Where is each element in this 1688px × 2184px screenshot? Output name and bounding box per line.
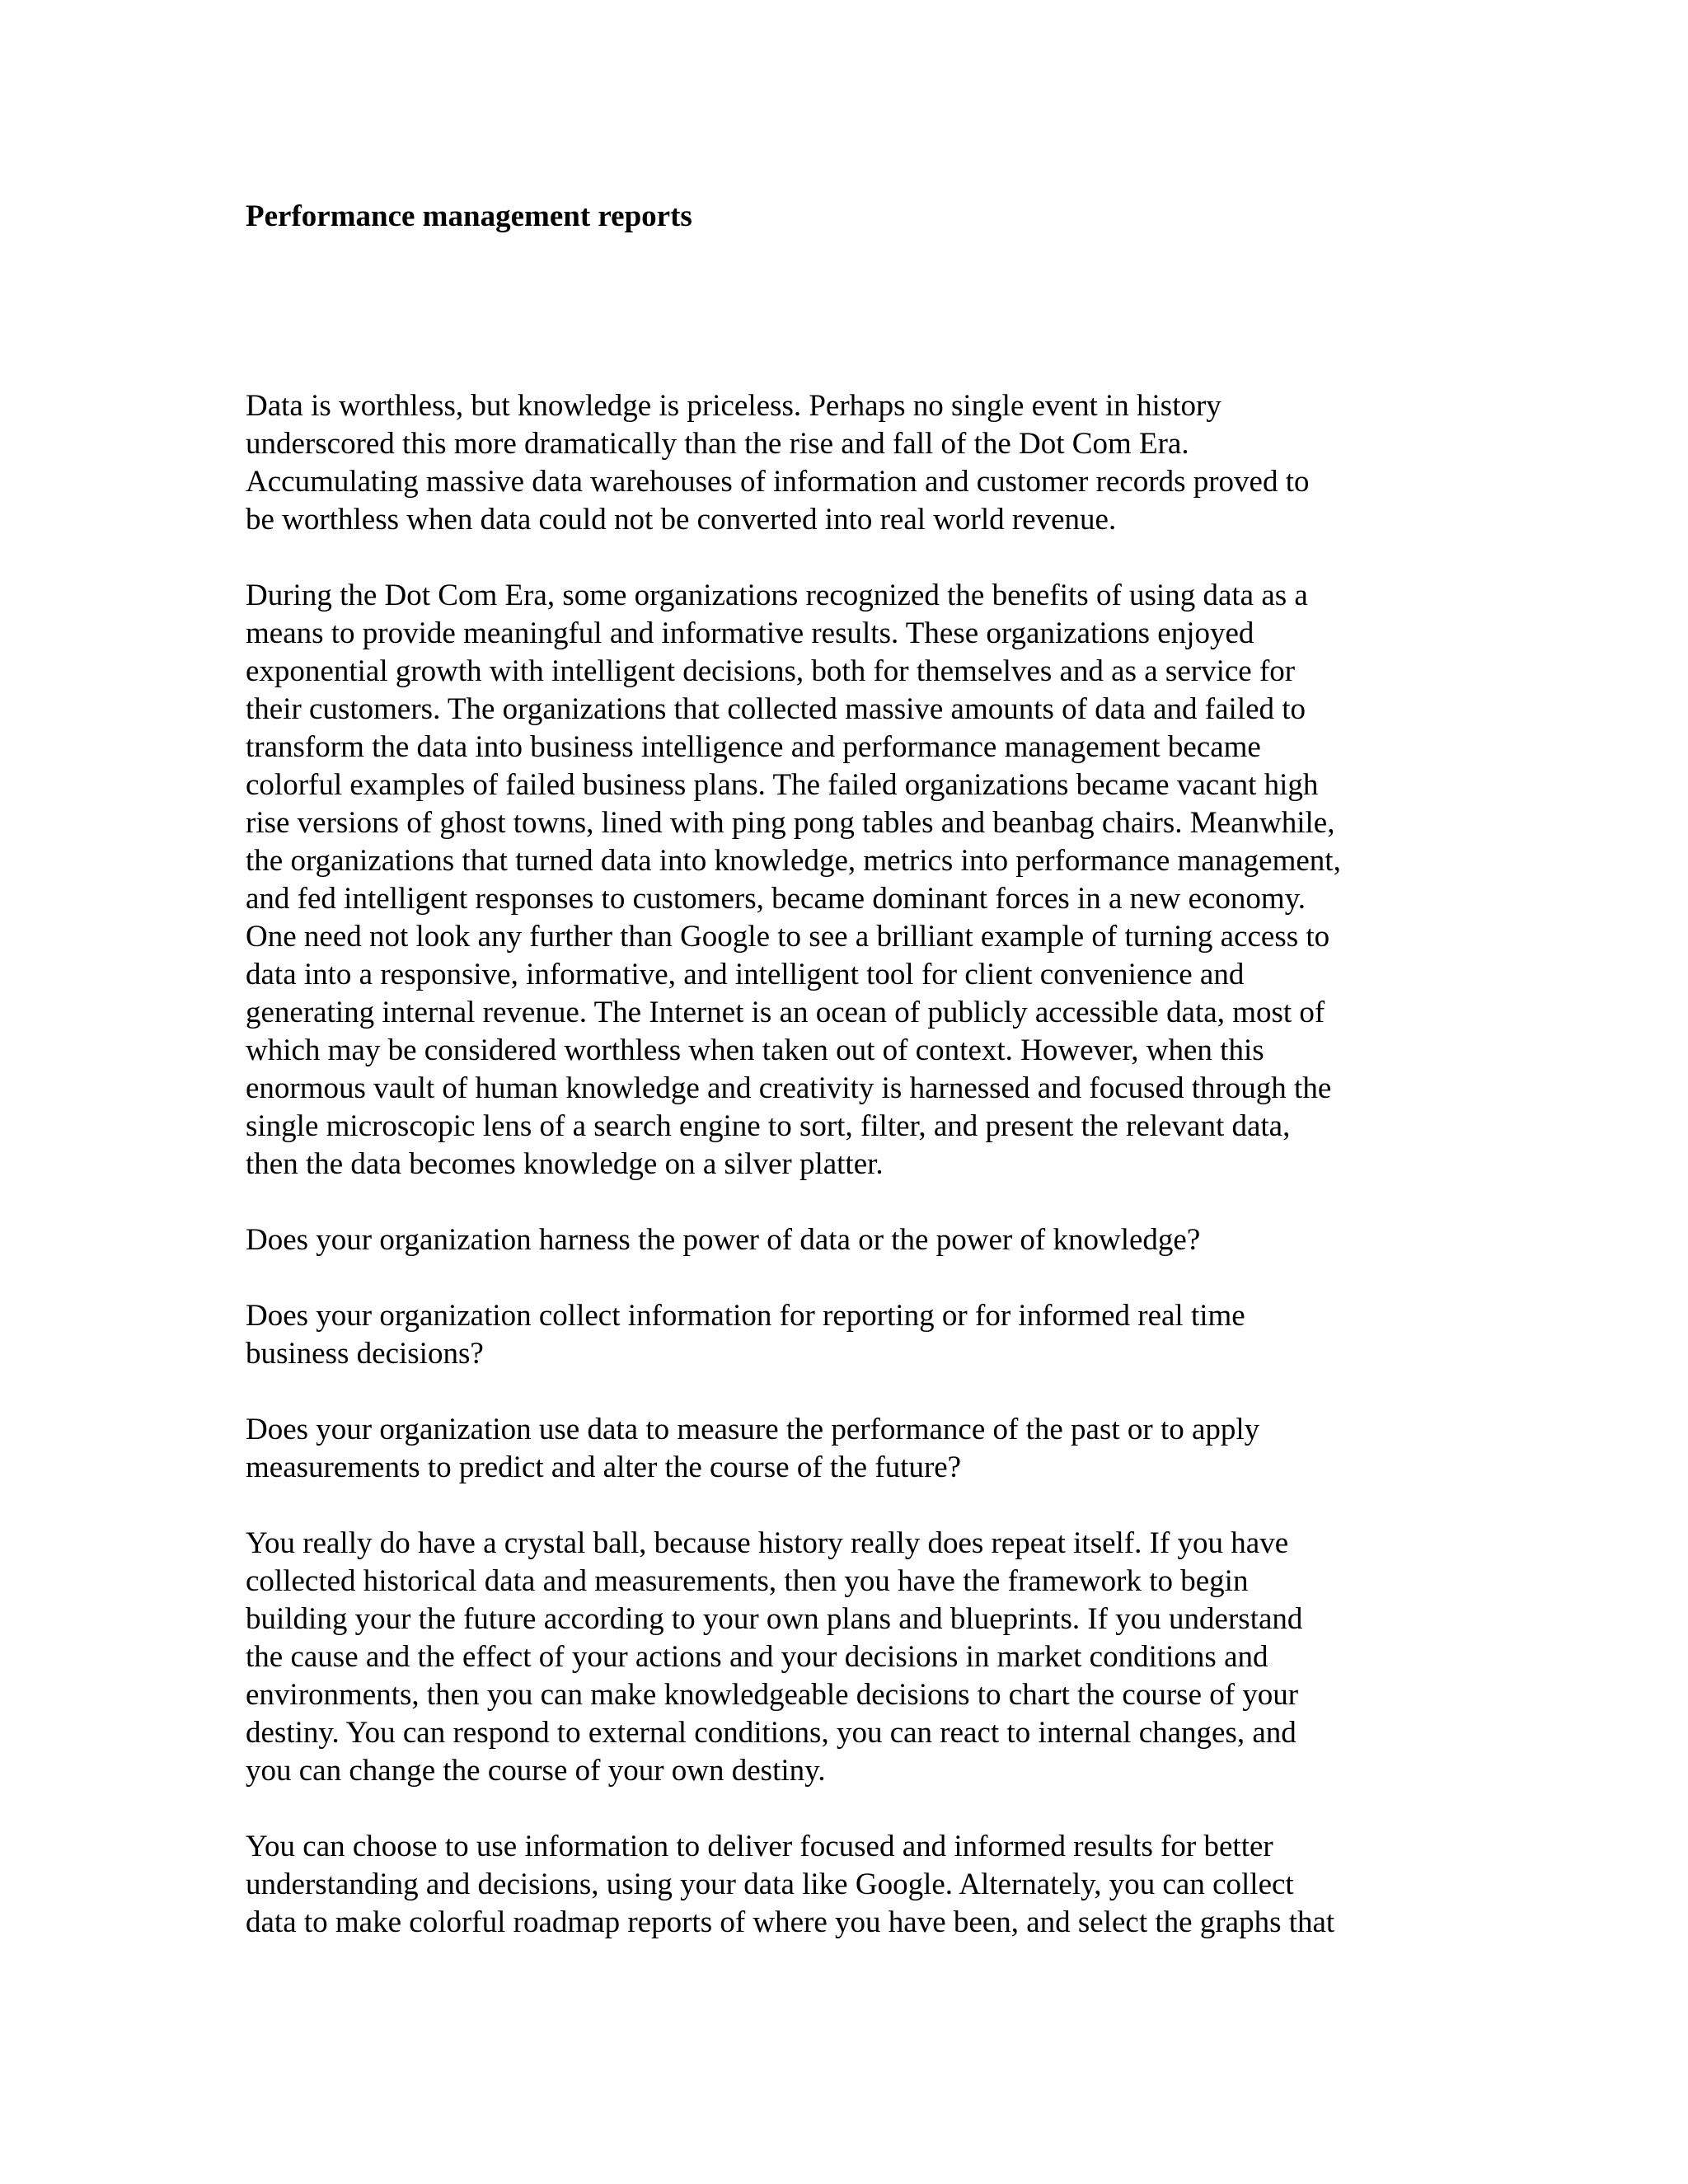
text-line: measurements to predict and alter the course of the future? (246, 1451, 962, 1484)
text-line: you can change the course of your own destiny. (246, 1754, 826, 1788)
text-line: enormous vault of human knowledge and creativity is harnessed and focused through the (246, 1071, 1332, 1105)
paragraph-4 (246, 1297, 1465, 1373)
paragraph-6 (246, 1525, 1465, 1790)
text-line: understanding and decisions, using your data like Google. Alternately, you can collect (246, 1868, 1294, 1901)
paragraph-2 (246, 577, 1465, 1183)
document-title: Performance management reports (246, 199, 692, 233)
text-line: colorful examples of failed business plans. The failed organizations became vacant high (246, 768, 1319, 802)
text-line: building your the future according to your own plans and blueprints. If you understand (246, 1602, 1303, 1636)
text-line: the cause and the effect of your actions and your decisions in market conditions and (246, 1640, 1268, 1674)
text-line: destiny. You can respond to external conditions, you can react to internal changes, and (246, 1716, 1296, 1750)
text-line: collected historical data and measurements, then you have the framework to begin (246, 1564, 1249, 1598)
text-line: data into a responsive, informative, and intelligent tool for client convenience and (246, 958, 1245, 991)
text-line: be worthless when data could not be converted into real world revenue. (246, 503, 1117, 537)
text-line: business decisions? (246, 1337, 484, 1371)
text-line: You can choose to use information to deliver focused and informed results for better (246, 1830, 1273, 1863)
text-line: environments, then you can make knowledgeable decisions to chart the course of your (246, 1678, 1299, 1712)
text-line: Does your organization use data to measure the performance of the past or to apply (246, 1413, 1260, 1446)
text-line: single microscopic lens of a search engine to sort, filter, and present the relevant data, (246, 1109, 1291, 1143)
text-line: Does your organization harness the power of data or the power of knowledge? (246, 1223, 1201, 1257)
text-line: means to provide meaningful and informative results. These organizations enjoyed (246, 616, 1254, 650)
text-line: Accumulating massive data warehouses of information and customer records proved to (246, 465, 1310, 499)
text-line: transform the data into business intelligence and performance management became (246, 730, 1261, 764)
text-line: which may be considered worthless when taken out of context. However, when this (246, 1033, 1264, 1067)
text-line: One need not look any further than Google to see a brilliant example of turning access to (246, 920, 1330, 954)
text-line: generating internal revenue. The Internet is an ocean of publicly accessible data, most of (246, 996, 1325, 1029)
paragraph-5 (246, 1411, 1465, 1487)
text-line: Does your organization collect information for reporting or for informed real time (246, 1299, 1245, 1333)
paragraph-7 (246, 1828, 1465, 1942)
text-line: and fed intelligent responses to customers, became dominant forces in a new economy. (246, 882, 1306, 916)
text-line: Data is worthless, but knowledge is priceless. Perhaps no single event in history (246, 389, 1221, 423)
paragraph-1 (246, 387, 1465, 539)
text-line: exponential growth with intelligent decisions, both for themselves and as a service for (246, 654, 1296, 688)
text-line: rise versions of ghost towns, lined with ping pong tables and beanbag chairs. Meanwhile, (246, 806, 1335, 840)
text-line: data to make colorful roadmap reports of where you have been, and select the graphs that (246, 1905, 1335, 1939)
paragraph-3 (246, 1221, 1465, 1259)
text-line: then the data becomes knowledge on a silver platter. (246, 1147, 884, 1181)
text-line: the organizations that turned data into knowledge, metrics into performance management, (246, 844, 1341, 878)
text-line: You really do have a crystal ball, because history really does repeat itself. If you have (246, 1526, 1289, 1560)
text-line: underscored this more dramatically than the rise and fall of the Dot Com Era. (246, 427, 1189, 461)
text-line: During the Dot Com Era, some organizations recognized the benefits of using data as a (246, 579, 1308, 612)
document-body (246, 387, 1465, 1980)
text-line: their customers. The organizations that collected massive amounts of data and failed to (246, 692, 1306, 726)
